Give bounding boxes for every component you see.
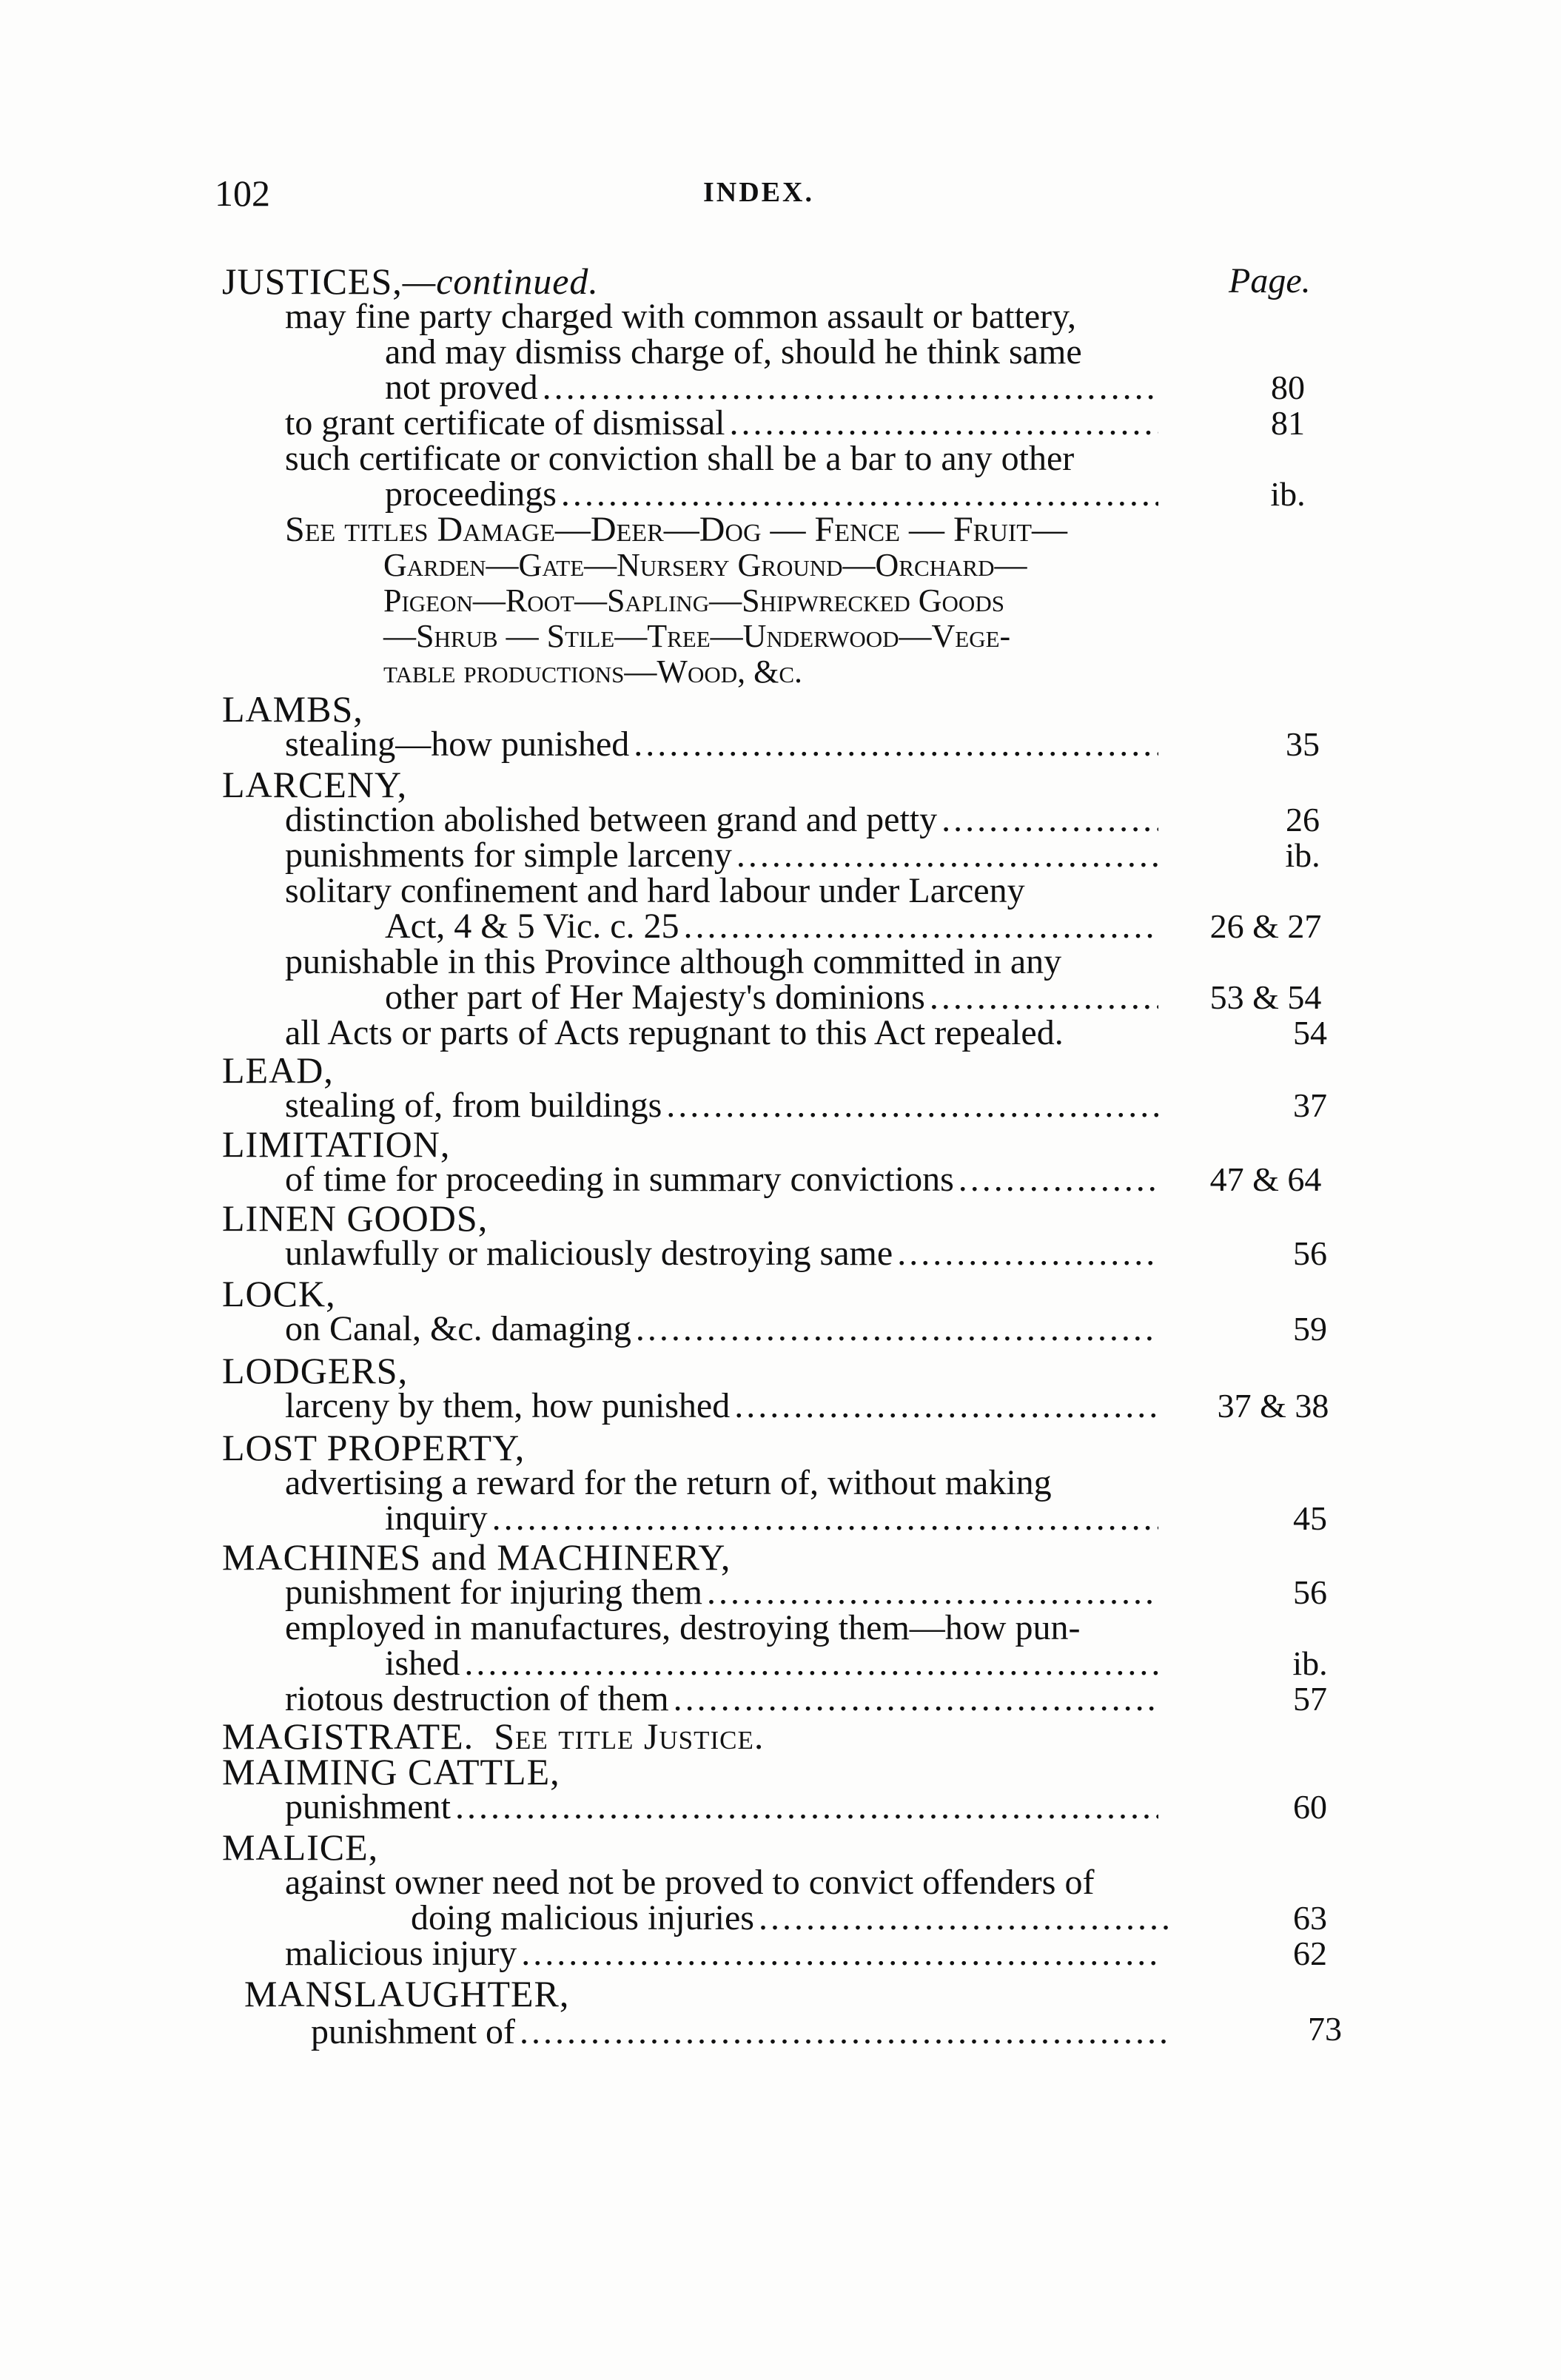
- entry-text: may fine party charged with common assault or battery,: [285, 297, 1077, 336]
- index-entry: proceedings .....: [385, 472, 1158, 517]
- index-entry: inquiry .....: [385, 1496, 1158, 1541]
- dot-leader: [520, 2010, 1169, 2054]
- page-reference: ib.: [1270, 475, 1306, 513]
- page-reference: 37 & 38: [1217, 1387, 1329, 1425]
- page-reference: 54: [1293, 1014, 1327, 1052]
- index-entry: malicious injury .....: [285, 1932, 1158, 1976]
- dot-leader: [897, 1231, 1158, 1276]
- index-entry: punishments for simple larceny .....: [285, 833, 1158, 878]
- dot-leader: [666, 1083, 1158, 1128]
- page-reference: 81: [1271, 404, 1305, 442]
- index-entry: ished .....: [385, 1641, 1158, 1686]
- dot-leader: [492, 1496, 1158, 1541]
- index-entry: riotous destruction of them .....: [285, 1677, 1158, 1721]
- cross-reference: Pigeon—Root—Sapling—Shipwrecked Goods: [383, 582, 1004, 619]
- page-reference: 59: [1293, 1310, 1327, 1348]
- index-heading-lodgers: LODGERS,: [222, 1350, 409, 1391]
- page-reference: 63: [1293, 1899, 1327, 1937]
- page-reference: 56: [1293, 1234, 1327, 1272]
- index-heading-limitation: LIMITATION,: [222, 1123, 451, 1165]
- index-heading-lock: LOCK,: [222, 1273, 336, 1314]
- index-heading-lead: LEAD,: [222, 1049, 334, 1091]
- page-reference: 73: [1308, 2010, 1342, 2048]
- dot-leader: [634, 722, 1158, 767]
- cross-reference: —Shrub — Stile—Tree—Underwood—Vege-: [383, 618, 1011, 654]
- index-entry: to grant certificate of dismissal .....: [285, 401, 1158, 446]
- index-entry: larceny by them, how punished .....: [285, 1384, 1158, 1428]
- entry-text: punishable in this Province although committed in any: [285, 942, 1062, 981]
- index-entry: Act, 4 & 5 Vic. c. 25 .....: [385, 904, 1158, 949]
- dot-leader: [455, 1785, 1158, 1829]
- entry-text: and may dismiss charge of, should he think same: [385, 332, 1082, 372]
- index-entry: stealing of, from buildings .....: [285, 1083, 1158, 1128]
- page-reference: 26 & 27: [1209, 907, 1322, 945]
- page-reference: 37: [1293, 1086, 1327, 1124]
- index-entry: on Canal, &c. damaging .....: [285, 1307, 1158, 1351]
- page-number: 102: [215, 172, 270, 214]
- index-entry: punishment for injuring them .....: [285, 1570, 1158, 1615]
- cross-reference: Garden—Gate—Nursery Ground—Orchard—: [383, 547, 1027, 583]
- entry-text: advertising a reward for the return of, without making: [285, 1463, 1052, 1502]
- page-reference: 57: [1293, 1680, 1327, 1718]
- index-entry: other part of Her Majesty's dominions .....: [385, 975, 1158, 1020]
- index-heading-malice: MALICE,: [222, 1826, 379, 1868]
- index-entry: not proved .....: [385, 366, 1158, 410]
- index-heading-lambs: LAMBS,: [222, 688, 363, 730]
- index-entry: of time for proceeding in summary convictions .....: [285, 1157, 1158, 1202]
- entry-text: such certificate or conviction shall be a bar to any other: [285, 439, 1075, 478]
- index-heading-larceny: LARCENY,: [222, 764, 408, 805]
- index-entry: punishment of .....: [311, 2010, 1169, 2054]
- continued-label: —continued.: [402, 260, 599, 302]
- page-reference: 80: [1271, 369, 1305, 406]
- index-heading-linen-goods: LINEN GOODS,: [222, 1197, 489, 1239]
- cross-reference: See titles Damage—Deer—Dog — Fence — Fruit—: [285, 510, 1067, 549]
- index-heading-maiming-cattle: MAIMING CATTLE,: [222, 1751, 560, 1792]
- page-reference: 45: [1293, 1499, 1327, 1537]
- entry-text: against owner need not be proved to convict offenders of: [285, 1863, 1095, 1902]
- page-reference: ib.: [1285, 836, 1320, 874]
- index-entry: all Acts or parts of Acts repugnant to this Act repealed.: [285, 1013, 1064, 1052]
- index-heading-manslaughter: MANSLAUGHTER,: [244, 1973, 570, 2014]
- dot-leader: [521, 1932, 1158, 1976]
- page-reference: ib.: [1292, 1644, 1328, 1682]
- index-entry: stealing—how punished .....: [285, 722, 1158, 767]
- index-heading-magistrate: MAGISTRATE. See title Justice.: [222, 1715, 765, 1757]
- entry-text: employed in manufactures, destroying them—how pun-: [285, 1608, 1081, 1647]
- index-entry: unlawfully or maliciously destroying same .....: [285, 1231, 1158, 1276]
- index-heading-machines: MACHINES and MACHINERY,: [222, 1536, 731, 1578]
- index-heading-justices: JUSTICES,—continued.: [222, 260, 599, 302]
- page-reference: 60: [1293, 1788, 1327, 1826]
- page-reference: 35: [1286, 725, 1320, 763]
- dot-leader: [636, 1307, 1158, 1351]
- page-reference: 26: [1286, 801, 1320, 838]
- page-reference: 53 & 54: [1209, 978, 1322, 1016]
- index-heading-lost-property: LOST PROPERTY,: [222, 1427, 526, 1468]
- page-reference: 47 & 64: [1209, 1160, 1322, 1198]
- cross-reference: See title Justice.: [494, 1715, 765, 1757]
- cross-reference: table productions—Wood, &c.: [383, 653, 803, 690]
- dot-leader: [734, 1384, 1158, 1428]
- index-entry: doing malicious injuries .....: [411, 1896, 1169, 1940]
- page-header: [215, 172, 1295, 223]
- running-title: INDEX.: [703, 177, 814, 208]
- index-entry: distinction abolished between grand and petty .....: [285, 798, 1158, 842]
- index-entry: punishment .....: [285, 1785, 1158, 1829]
- page-reference: 62: [1293, 1934, 1327, 1972]
- page-reference: 56: [1293, 1573, 1327, 1611]
- dot-leader: [959, 1157, 1158, 1202]
- entry-text: solitary confinement and hard labour under Larceny: [285, 871, 1025, 910]
- page-column-heading: Page.: [1229, 261, 1311, 300]
